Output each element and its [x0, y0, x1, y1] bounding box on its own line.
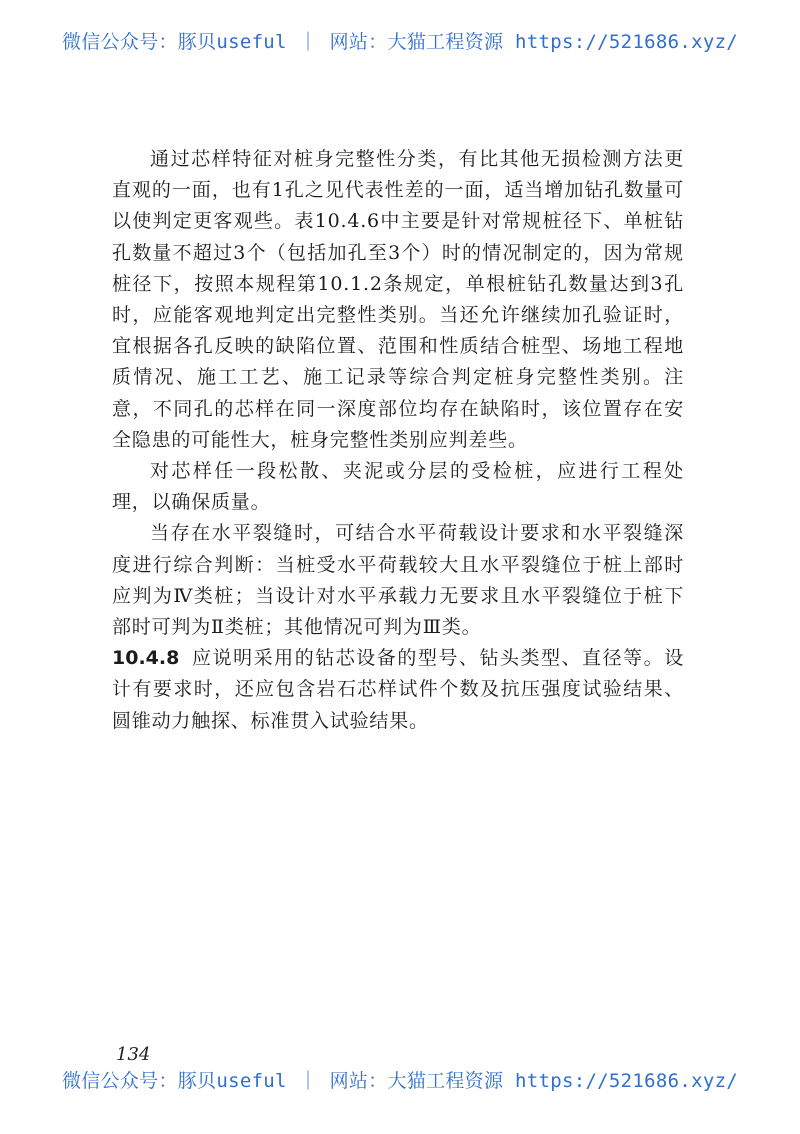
paragraph-loose-core-treatment: 对芯样任一段松散、夹泥或分层的受检桩，应进行工程处理，以确保质量。: [112, 460, 684, 514]
paragraph-integrity-classification: 通过芯样特征对桩身完整性分类，有比其他无损检测方法更直观的一面，也有1孔之见代表性差的一面，适当增加钻孔数量可以使判定更客观些。表10.4.6中主要是针对常规桩径下、单桩钻孔数量不超过3个（包括加孔至3个）时的情况制定的，因为常规桩径下，按照本规程第10.1.2条规定，单根桩钻孔数量达到3孔时，应能客观地判定出完整性类别。当还允许继续加孔验证时，宜根据各孔反映的缺陷位置、范围和性质结合桩型、场地工程地质情况、施工工艺、施工记录等综合判定桩身完整性类别。注意，不同孔的芯样在同一深度部位均存在缺陷时，该位置存在安全隐患的可能性大，桩身完整性类别应判差些。: [112, 148, 684, 451]
clause-text: 应说明采用的钻芯设备的型号、钻头类型、直径等。设计有要求时，还应包含岩石芯样试件个数及抗压强度试验结果、圆锥动力触探、标准贯入试验结果。: [112, 647, 684, 732]
watermark-bottom: 微信公众号：豚贝useful ｜ 网站：大猫工程资源 https://521686.xyz/: [61, 1070, 739, 1092]
clause-number: 10.4.8: [112, 647, 180, 670]
paragraph-horizontal-cracks: 当存在水平裂缝时，可结合水平荷载设计要求和水平裂缝深度进行综合判断：当桩受水平荷载较大且水平裂缝位于桩上部时应判为Ⅳ类桩；当设计对水平承载力无要求且水平裂缝位于桩下部时可判为Ⅱ类桩；其他情况可判为Ⅲ类。: [112, 522, 684, 639]
document-body: [112, 144, 684, 737]
page-number: 134: [116, 1044, 151, 1065]
watermark-top: 微信公众号：豚贝useful ｜ 网站：大猫工程资源 https://521686.xyz/: [61, 31, 739, 53]
clause-10-4-8: [112, 643, 684, 737]
